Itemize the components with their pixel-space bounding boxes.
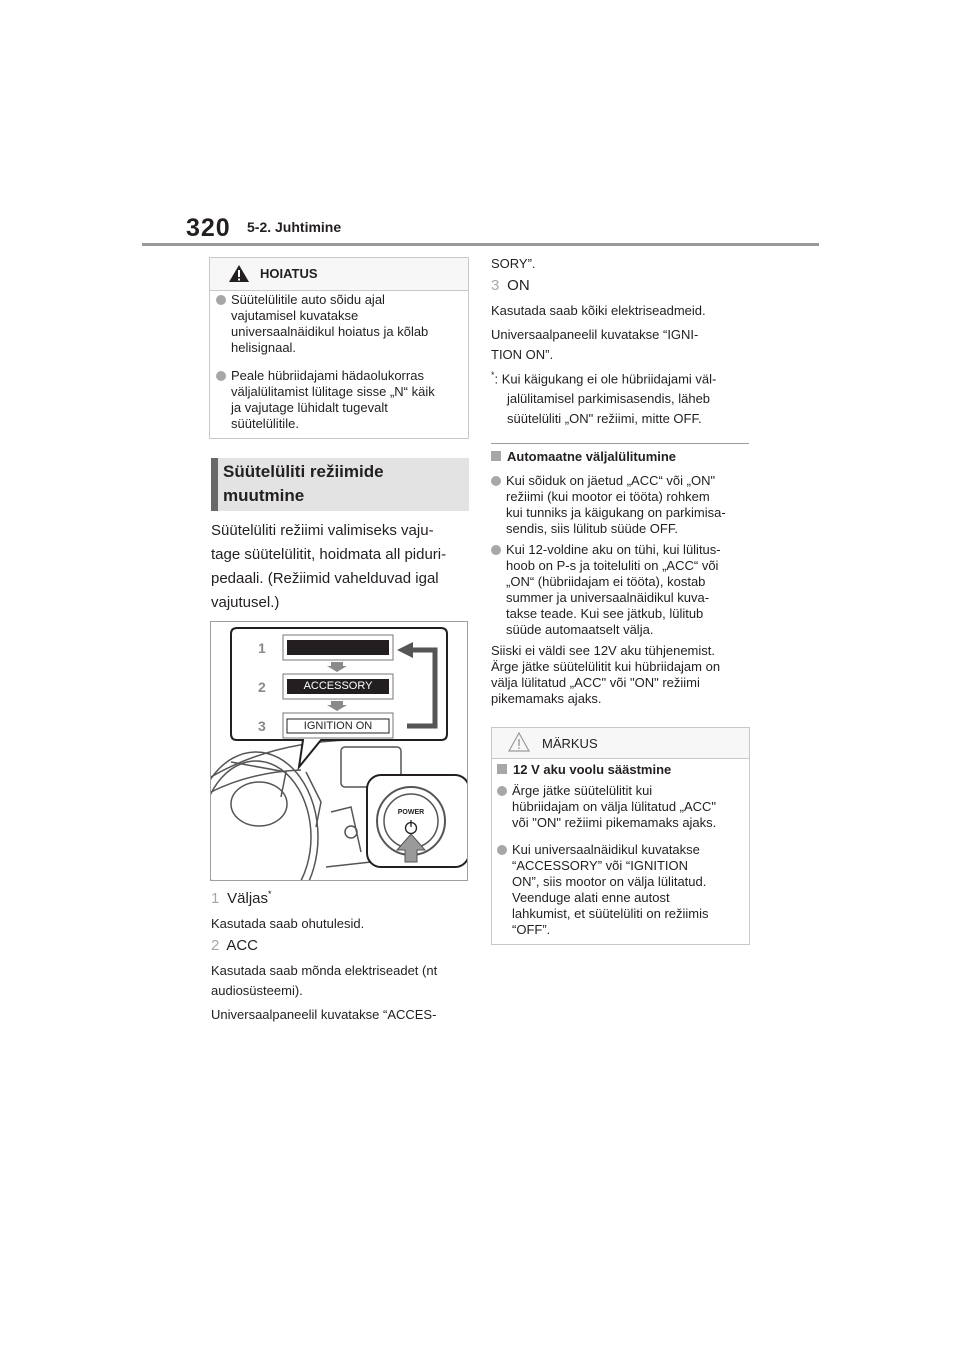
- mode-1-title: 1 Väljas*: [211, 889, 272, 907]
- mode-2-desc: Kasutada saab mõnda elektriseadet (nt audiosüsteemi).: [211, 963, 438, 998]
- note-subtitle: 12 V aku voolu säästmine: [497, 762, 671, 777]
- auto-off-rule: [491, 443, 749, 444]
- page-number: 320: [186, 214, 231, 242]
- caution-triangle-icon: [508, 732, 530, 752]
- warning-item-2: [216, 368, 464, 432]
- mode-3-title: 3 ON: [491, 277, 530, 294]
- section-heading-text: Süütelüliti režiimide muutmine: [223, 462, 384, 505]
- mode-2-title: 2 ACC: [211, 937, 259, 954]
- auto-off-item-2-text: Kui 12-voldine aku on tühi, kui lülitus- hoob on P-s ja toiteluliti on „ACC“ või „ON“ (hübriidajam ei tööta), kostab summer ja universaalnäidikul kuva- takse teade. Kui see jätkub, lülitub süüde automaatselt välja.: [506, 542, 721, 637]
- warning-title: HOIATUS: [260, 266, 318, 281]
- figure-label-3: 3: [258, 718, 266, 734]
- warning-item-1-text: Süütelülitile auto sõidu ajal vajutamisel kuvatakse universaalnäidikul hoiatus ja kõlab helisignaal.: [231, 292, 429, 355]
- mode-ignition-on-display: IGNITION ON: [303, 720, 373, 732]
- warning-box-header: [210, 258, 468, 291]
- square-bullet-icon: [491, 451, 501, 461]
- footnote: *: Kui käigukang ei ole hübriidajami väl- jalülitamisel parkimisasendis, läheb süütelüliti „ON" režiimi, mitte OFF.: [491, 370, 717, 427]
- mode-2-extra-part2: SORY”.: [491, 256, 536, 271]
- note-item-1-text: Ärge jätke süütelülitit kui hübriidajam on välja lülitatud „ACC" või "ON" režiimi pikemamaks ajaks.: [512, 783, 717, 830]
- note-item-1: [497, 783, 747, 831]
- dashboard-illustration: [211, 622, 468, 881]
- mode-3-extra: Universaalpaneelil kuvatakse “IGNI- TION ON”.: [491, 327, 699, 362]
- note-item-2: [497, 842, 747, 938]
- bullet-dot-icon: [216, 371, 226, 381]
- section-title: 5-2. Juhtimine: [247, 219, 342, 235]
- auto-off-item-1: [491, 473, 753, 537]
- figure-label-2: 2: [258, 679, 266, 695]
- section-heading: [211, 458, 469, 511]
- auto-off-title: Automaatne väljalülitumine: [491, 449, 676, 464]
- power-button-label: POWER: [397, 809, 425, 816]
- note-box-header: [492, 728, 749, 759]
- warning-box: [209, 257, 469, 439]
- bullet-dot-icon: [497, 845, 507, 855]
- warning-item-2-text: Peale hübriidajami hädaolukorras väljalülitamist lülitage sisse „N“ käik ja vajutage lühidalt tugevalt süütelülitile.: [231, 368, 435, 431]
- warning-item-1: [216, 292, 464, 356]
- mode-2-extra-part1: Universaalpaneelil kuvatakse “ACCES-: [211, 1007, 437, 1022]
- auto-off-after: Siiski ei väldi see 12V aku tühjenemist. Ärge jätke süütelülitit kui hübriidajam on välja lülitatud „ACC" või "ON" režiimi pikemamaks ajaks.: [491, 643, 721, 706]
- bullet-dot-icon: [216, 295, 226, 305]
- figure-label-1: 1: [258, 640, 266, 656]
- mode-3-desc: Kasutada saab kõiki elektriseadmeid.: [491, 303, 706, 318]
- ignition-mode-figure: [210, 621, 468, 881]
- mode-accessory-display: ACCESSORY: [303, 680, 373, 692]
- bullet-dot-icon: [491, 476, 501, 486]
- header-rule: [142, 243, 819, 246]
- bullet-dot-icon: [491, 545, 501, 555]
- note-title: MÄRKUS: [542, 736, 598, 751]
- intro-paragraph: Süütelüliti režiimi valimiseks vaju- tage süütelülitit, hoidmata all piduri- pedaali. (Režiimid vahelduvad igal vajutusel.): [211, 522, 447, 611]
- note-box: [491, 727, 750, 945]
- bullet-dot-icon: [497, 786, 507, 796]
- auto-off-item-1-text: Kui sõiduk on jäetud „ACC“ või „ON" režiimi (kui mootor ei tööta) rohkem kui tunniks ja käigukang on parkimisa- sendis, siis lülitub süüde OFF.: [506, 473, 726, 536]
- auto-off-item-2: [491, 542, 753, 638]
- square-bullet-icon: [497, 764, 507, 774]
- note-item-2-text: Kui universaalnäidikul kuvatakse “ACCESSORY” või “IGNITION ON”, siis mootor on välja lülitatud. Veenduge alati enne autost lahkumist, et süütelüliti on režiimis “OFF”.: [512, 842, 709, 937]
- section-heading-bar: [211, 458, 218, 511]
- warning-triangle-icon: [228, 264, 250, 283]
- mode-1-desc: Kasutada saab ohutulesid.: [211, 916, 365, 931]
